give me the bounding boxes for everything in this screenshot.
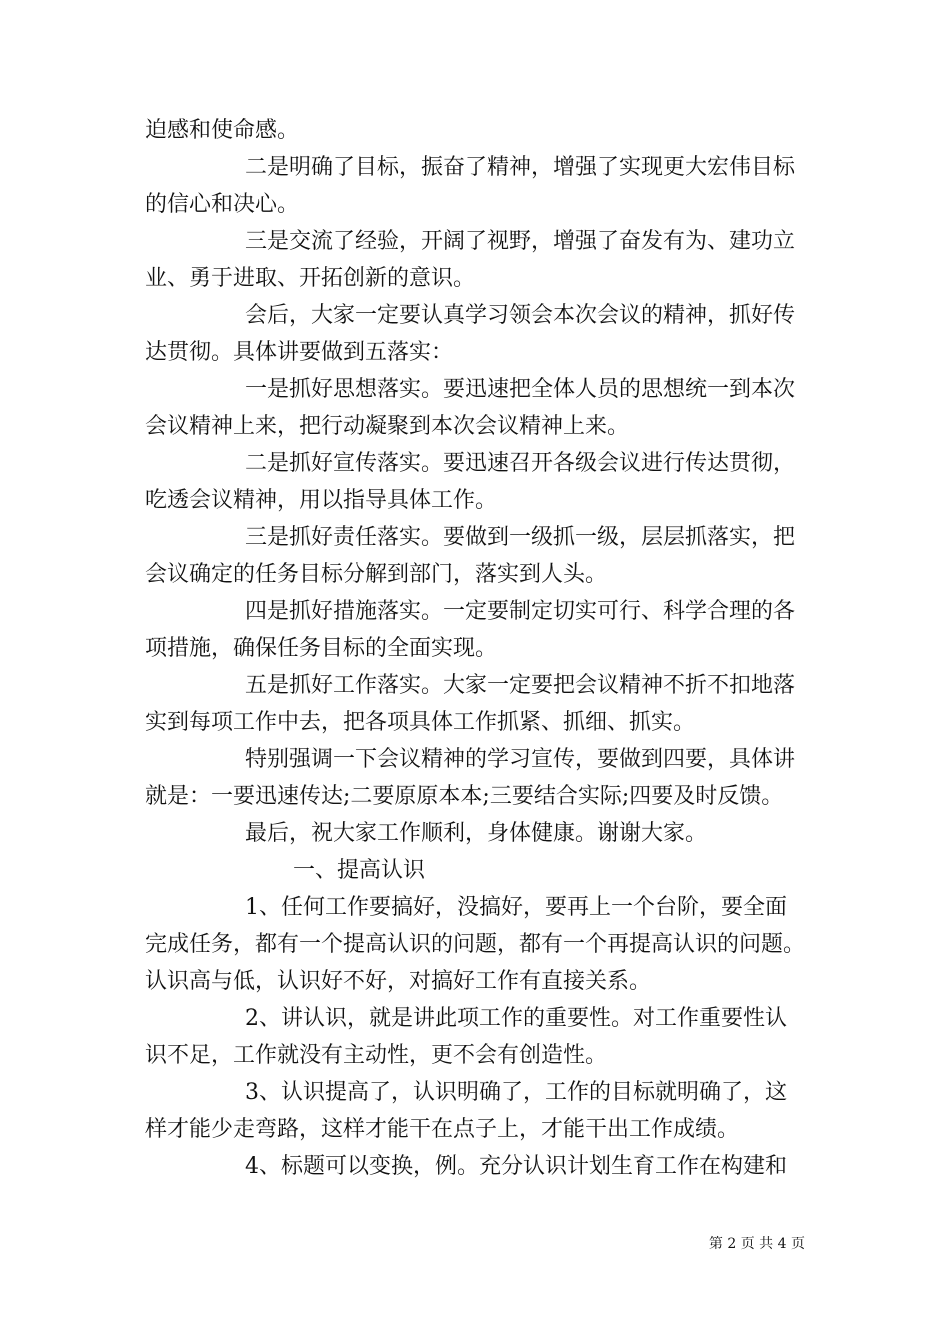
text-line: 4、标题可以变换，例。充分认识计划生育工作在构建和 [245,1154,787,1179]
text-line: 一是抓好思想落实。要迅速把全体人员的思想统一到本次 [245,377,796,402]
text-line: 二是明确了目标，振奋了精神，增强了实现更大宏伟目标 [245,155,796,180]
text-line: 三是交流了经验，开阔了视野，增强了奋发有为、建功立 [245,229,796,254]
text-line: 会议精神上来，把行动凝聚到本次会议精神上来。 [145,414,630,439]
text-line: 会议确定的任务目标分解到部门，落实到人头。 [145,562,608,587]
text-line: 四是抓好措施落实。一定要制定切实可行、科学合理的各 [245,599,796,624]
text-line: 迫感和使命感。 [145,118,300,143]
text-line: 会后，大家一定要认真学习领会本次会议的精神，抓好传 [245,303,796,328]
text-line: 3、认识提高了，认识明确了，工作的目标就明确了，这 [245,1080,787,1105]
text-line: 二是抓好宣传落实。要迅速召开各级会议进行传达贯彻， [245,451,796,476]
text-line: 就是：一要迅速传达;二要原原本本;三要结合实际;四要及时反馈。 [145,784,784,809]
text-line: 最后，祝大家工作顺利，身体健康。谢谢大家。 [245,821,708,846]
text-line: 三是抓好责任落实。要做到一级抓一级，层层抓落实，把 [245,525,796,550]
text-line: 达贯彻。具体讲要做到五落实： [145,340,454,365]
text-line: 业、勇于进取、开拓创新的意识。 [145,266,476,291]
text-line: 实到每项工作中去，把各项具体工作抓紧、抓细、抓实。 [145,710,696,735]
text-line: 完成任务，都有一个提高认识的问题，都有一个再提高认识的问题。 [145,932,806,957]
text-line: 1、任何工作要搞好，没搞好，要再上一个台阶，要全面 [245,895,787,920]
section-heading: 一、提高认识 [293,858,426,883]
text-line: 的信心和决心。 [145,192,300,217]
document-body [145,112,810,1185]
page-footer: 第 2 页 共 4 页 [708,1236,805,1252]
text-line: 样才能少走弯路，这样才能干在点子上，才能干出工作成绩。 [145,1117,740,1142]
text-line: 认识高与低，认识好不好，对搞好工作有直接关系。 [145,969,652,994]
text-line: 五是抓好工作落实。大家一定要把会议精神不折不扣地落 [245,673,796,698]
text-line: 吃透会议精神，用以指导具体工作。 [145,488,498,513]
text-line: 识不足，工作就没有主动性，更不会有创造性。 [145,1043,608,1068]
text-line: 项措施，确保任务目标的全面实现。 [145,636,498,661]
text-line: 2、讲认识，就是讲此项工作的重要性。对工作重要性认 [245,1006,787,1031]
text-line: 特别强调一下会议精神的学习宣传，要做到四要，具体讲 [245,747,796,772]
